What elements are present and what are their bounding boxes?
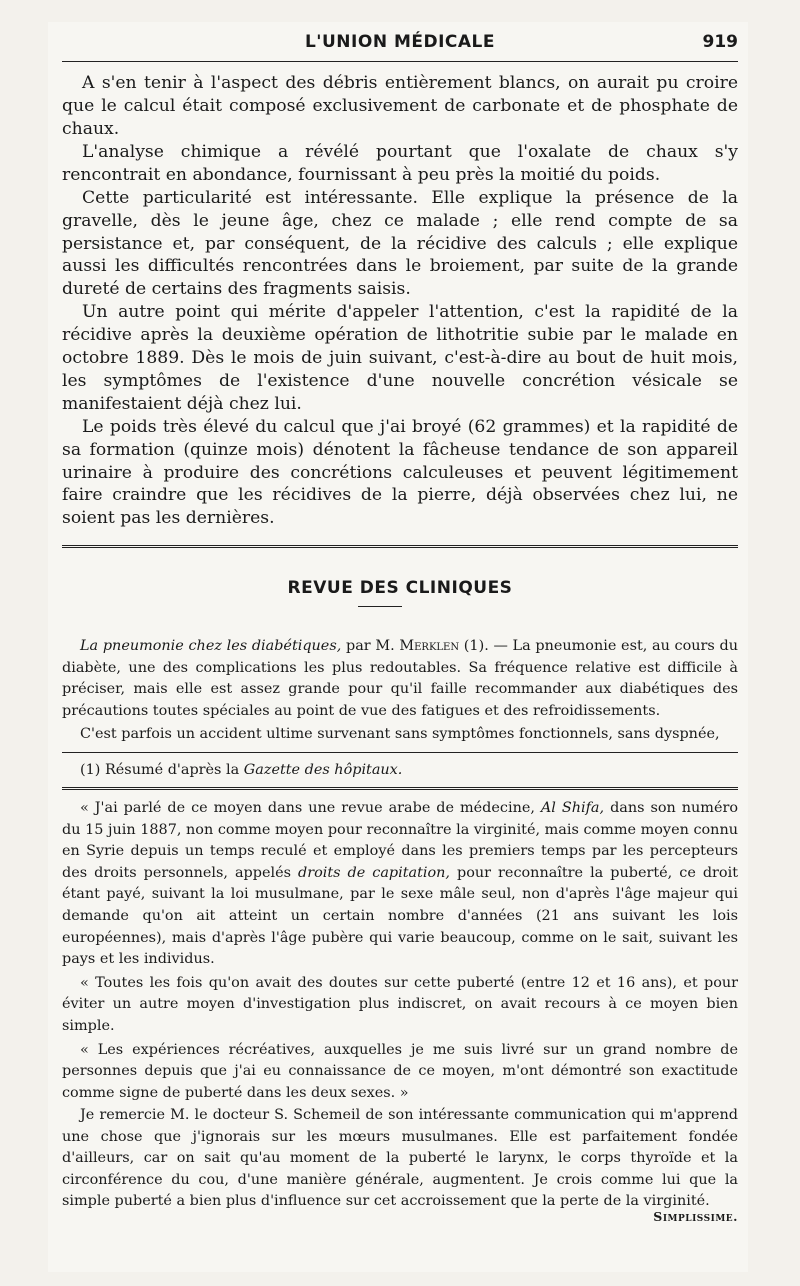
article-continuation xyxy=(62,72,738,530)
paragraph: « Toutes les fois qu'on avait des doutes sur cette puberté (entre 12 et 16 ans), et pour éviter un autre moyen d'investigation plus indiscret, on avait recours à ce moyen bien simple. xyxy=(62,974,738,1034)
title-dash xyxy=(358,606,402,607)
clinic-review xyxy=(62,636,738,748)
letter-quote xyxy=(62,798,738,1106)
section-divider-2 xyxy=(62,787,738,790)
paragraph: La pneumonie chez les diabétiques, par M. Merklen (1). — La pneumonie est, au cours du diabète, une des complications les plus redoutables. Sa fréquence relative est difficile à préciser, mais elle est assez grande pour qu'il faille recommander aux diabétiques des précautions toutes spéciales au point de vue des fatigues et des refroidissements. xyxy=(62,638,738,719)
paragraph: Un autre point qui mérite d'appeler l'attention, c'est la rapidité de la récidive après la deuxième opération de lithotritie subie par le malade en octobre 1889. Dès le mois de juin suivant, c'est-à-dire au bout de huit mois, les symptômes de l'existence d'une nouvelle concrétion vésicale se manifestaient déjà chez lui. xyxy=(62,302,738,414)
section-divider xyxy=(62,545,738,548)
article-title: La pneumonie chez les diabétiques, xyxy=(80,638,342,654)
paragraph: « J'ai parlé de ce moyen dans une revue arabe de médecine, Al Shifa, dans son numéro du 15 juin 1887, non comme moyen pour reconnaître la virginité, mais comme moyen connu en Syrie depuis un temps reculé et employé dans les premiers temps par les percepteurs des droits personnels, appelés droits de capitation, pour reconnaître la puberté, ce droit étant payé, suivant la loi musulmane, par le sexe mâle seul, non d'après l'âge majeur qui demande qu'on ait atteint un certain nombre d'années (21 ans suivant les lois européennes), mais d'après l'âge pubère qui varie beaucoup, comme on le sait, suivant les pays et les individus. xyxy=(62,800,739,968)
paragraph: A s'en tenir à l'aspect des débris entièrement blancs, on aurait pu croire que le calcul était composé exclusivement de carbonate et de phosphate de chaux. xyxy=(62,73,738,139)
paragraph: « Les expériences récréatives, auxquelles je me suis livré sur un grand nombre de personnes depuis que j'ai eu connaissance de ce moyen, m'ont démontré son exactitude comme signe de puberté dans les deux sexes. » xyxy=(62,1041,738,1101)
paragraph: Cette particularité est intéressante. Elle explique la présence de la gravelle, dès le jeune âge, chez ce malade ; elle rend compte de sa persistance et, par conséquent, de la récidive des calculs ; elle explique aussi les difficultés rencontrées dans le broiement, par suite de la grande dureté de certains des fragments saisis. xyxy=(62,187,738,300)
paragraph: Je remercie M. le docteur S. Schemeil de son intéressante communication qui m'apprend une chose que j'ignorais sur les mœurs musulmanes. Elle est parfaitement fondée d'ailleurs, car on sait qu'au moment de la puberté le larynx, le corps thyroïde et la circonférence du cou, d'une manière générale, augmentent. Je crois comme lui que la simple puberté a bien plus d'influence sur cet accroissement que la perte de la virginité. xyxy=(62,1107,738,1210)
page-number: 919 xyxy=(702,32,738,52)
footnote-rule xyxy=(62,752,738,753)
author-name: Merklen xyxy=(399,638,460,654)
signature: Simplissime. xyxy=(653,1209,738,1224)
paragraph: C'est parfois un accident ultime survenant sans symptômes fonctionnels, sans dyspnée, xyxy=(80,726,720,743)
paragraph: Le poids très élevé du calcul que j'ai broyé (62 grammes) et la rapidité de sa formation (quinze mois) dénotent la fâcheuse tendance de son appareil urinaire à produire des concrétions calculeuses et peuvent légitimement faire craindre que les récidives de la pierre, déjà observées chez lui, ne soient pas les dernières. xyxy=(62,416,738,529)
paragraph: L'analyse chimique a révélé pourtant que l'oxalate de chaux s'y rencontrait en abondance, fournissant à peu près la moitié du poids. xyxy=(62,141,738,185)
header-rule xyxy=(62,61,738,62)
footnote: (1) Résumé d'après la Gazette des hôpitaux. xyxy=(80,762,403,778)
journal-title: L'UNION MÉDICALE xyxy=(304,32,496,52)
section-title: REVUE DES CLINIQUES xyxy=(287,578,513,598)
editor-reply xyxy=(62,1105,738,1215)
running-header xyxy=(62,28,738,58)
